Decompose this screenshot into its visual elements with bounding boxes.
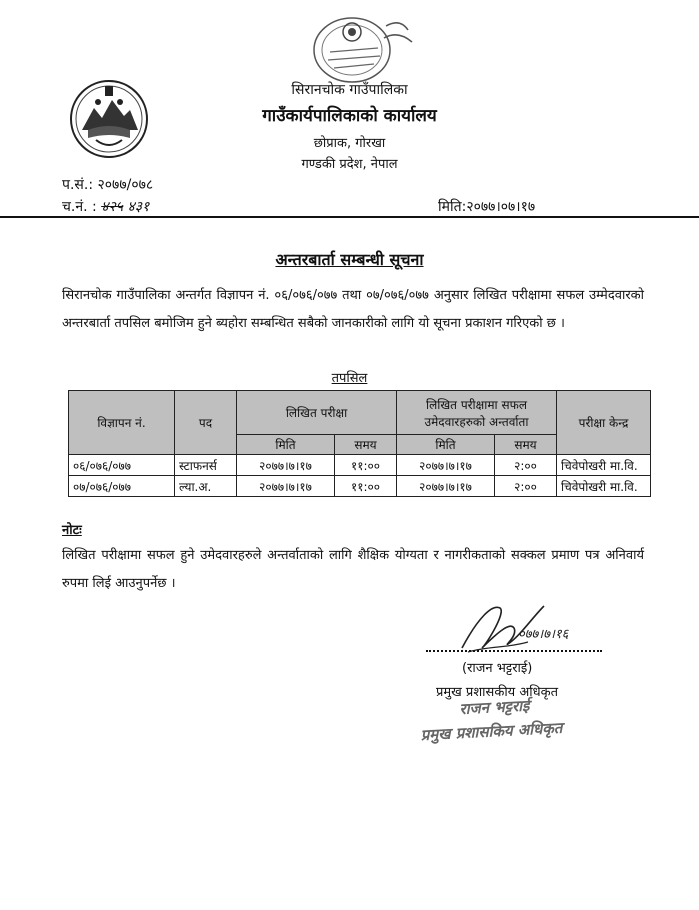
cell-written-time: ११:०० <box>335 455 397 476</box>
header-written-time: समय <box>335 435 397 455</box>
org-name: सिरानचोक गाउँपालिका <box>291 82 408 98</box>
address-line-1: छोप्राक, गोरखा <box>313 136 386 151</box>
cell-ad-no: ०६/०७६/०७७ <box>69 455 175 476</box>
notice-title <box>0 248 699 270</box>
chalani-struck-number: ४२५ <box>101 199 124 215</box>
cell-interview-time: २:०० <box>495 476 557 497</box>
chalani-number <box>62 197 149 216</box>
cell-written-date: २०७७।७।१७ <box>237 455 335 476</box>
cell-written-time: ११:०० <box>335 476 397 497</box>
schedule-table <box>68 390 651 497</box>
cell-written-date: २०७७।७।१७ <box>237 476 335 497</box>
header-interview: लिखित परीक्षामा सफल उमेदवारहरुको अन्तर्वाता <box>397 391 557 435</box>
cell-exam-center: चिवेपोखरी मा.वि. <box>557 476 651 497</box>
signature-line <box>426 650 602 652</box>
stamp-title: प्रमुख प्रशासकिय अधिकृत <box>420 718 563 745</box>
officer-stamp <box>419 691 621 745</box>
notice-body: सिरानचोक गाउँपालिका अन्तर्गत विज्ञापन नं. ०६/०७६/०७७ तथा ०७/०७६/०७७ अनुसार लिखित परीक्षामा सफल उम्मेदवारको अन्तरबार्ता तपसिल बमोजिम हुने ब्यहोरा सम्बन्धित सबैको जानकारीको लागि यो सूचना प्रकाशन गरिएको छ । <box>62 288 644 331</box>
schedule-caption <box>0 368 699 386</box>
note-body: लिखित परीक्षामा सफल हुने उमेदवारहरुले अन्तर्वाताको लागि शैक्षिक योग्यता र नागरीकताको सक्कल प्रमाण पत्र अनिवार्य रुपमा लिई आउनुपर्नेछ । <box>62 548 644 591</box>
cell-interview-date: २०७७।७।१७ <box>397 476 495 497</box>
office-seal-icon <box>300 8 418 88</box>
cell-interview-date: २०७७।७।१७ <box>397 455 495 476</box>
cell-post: ल्या.अ. <box>175 476 237 497</box>
header-written-exam: लिखित परीक्षा <box>237 391 397 435</box>
cell-post: स्टाफनर्स <box>175 455 237 476</box>
note-heading: नोटः <box>62 523 82 538</box>
signature-date: ०७७।७।१६ <box>518 627 569 642</box>
stamp-name: राजन भट्टराई <box>458 696 530 719</box>
signatory-title: प्रमुख प्रशासकीय अधिकृत <box>436 685 559 700</box>
patra-sankhya: प.सं.: २०७७/०७८ <box>62 177 154 193</box>
header-written-date: मिति <box>237 435 335 455</box>
signatory-name: (राजन भट्टराई) <box>462 661 533 676</box>
office-name: गाउँकार्यपालिकाको कार्यालय <box>262 106 437 126</box>
cell-exam-center: चिवेपोखरी मा.वि. <box>557 455 651 476</box>
table-row <box>69 455 651 476</box>
table-row <box>69 476 651 497</box>
header-divider <box>0 216 699 218</box>
address-line-2: गण्डकी प्रदेश, नेपाल <box>301 157 398 172</box>
chalani-label: च.नं. : <box>62 199 97 215</box>
header-post: पद <box>175 391 237 455</box>
cell-interview-time: २:०० <box>495 455 557 476</box>
cell-ad-no: ०७/०७६/०७७ <box>69 476 175 497</box>
notice-title-text: अन्तरबार्ता सम्बन्धी सूचना <box>275 250 424 269</box>
chalani-handwritten-number: ४३१ <box>127 199 150 215</box>
schedule-caption-text: तपसिल <box>331 371 368 386</box>
header-interview-date: मिति <box>397 435 495 455</box>
header-interview-time: समय <box>495 435 557 455</box>
letter-date: मिति:२०७७।०७।१७ <box>438 199 536 215</box>
header-ad-no: विज्ञापन नं. <box>69 391 175 455</box>
header-exam-center: परीक्षा केन्द्र <box>557 391 651 455</box>
